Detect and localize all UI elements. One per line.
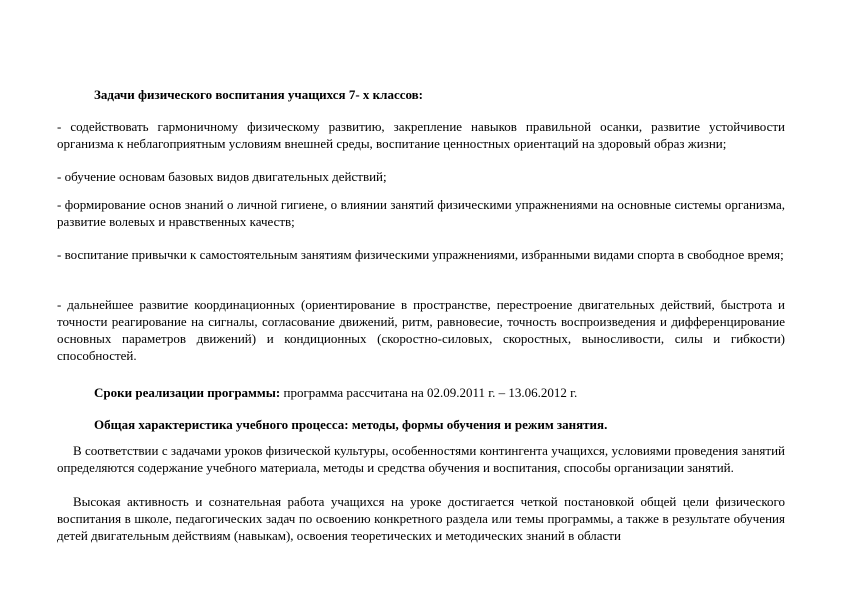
paragraph-text: В соответствии с задачами уроков физической культуры, особенностями контингента учащихся, условиями проведения занятий определяются содержание учебного материала, методы и средства обучения и воспитания, способы организации занятий. (57, 443, 785, 475)
task-item-3 (57, 196, 785, 230)
task-text: - обучение основам базовых видов двигательных действий; (57, 169, 387, 184)
task-text: - формирование основ знаний о личной гигиене, о влиянии занятий физическими упражнениями на основные системы организма, развитие волевых и нравственных качеств; (57, 197, 785, 229)
task-item-4 (57, 246, 785, 263)
task-text: - содействовать гармоничному физическому развитию, закрепление навыков правильной осанки, развитие устойчивости организма к неблагоприятным условиям внешней среды, воспитание ценностных ориентаций на здоровый образ жизни; (57, 119, 785, 151)
task-item-5 (57, 296, 785, 364)
program-terms (94, 384, 577, 401)
tasks-heading: Задачи физического воспитания учащихся 7- х классов: (94, 87, 424, 102)
task-item-1 (57, 118, 785, 152)
body-paragraph-2 (57, 493, 785, 544)
terms-label: Сроки реализации программы: (94, 385, 281, 400)
body-paragraph-1 (57, 442, 785, 476)
terms-text: программа рассчитана на 02.09.2011 г. – 13.06.2012 г. (280, 385, 578, 400)
task-item-2 (57, 168, 785, 185)
section-title: Общая характеристика учебного процесса: методы, формы обучения и режим занятия. (94, 417, 608, 432)
task-text: - воспитание привычки к самостоятельным занятиям физическими упражнениями, избранными видами спорта в свободное время; (57, 247, 784, 262)
paragraph-text: Высокая активность и сознательная работа учащихся на уроке достигается четкой постановкой общей цели физического воспитания в школе, педагогических задач по освоению конкретного раздела или темы программы, а также в результате обучения детей двигательным действиям (навыкам), освоения теоретических и методических знаний в области (57, 494, 785, 543)
task-text: - дальнейшее развитие координационных (ориентирование в пространстве, перестроение двигательных действий, быстрота и точности реагирование на сигналы, согласование движений, ритм, равновесие, точность воспроизведения и дифференцирование основных параметров движений) и кондиционных (скоростно-силовых, скоростных, выносливости, силы и гибкости) способностей. (57, 297, 785, 363)
